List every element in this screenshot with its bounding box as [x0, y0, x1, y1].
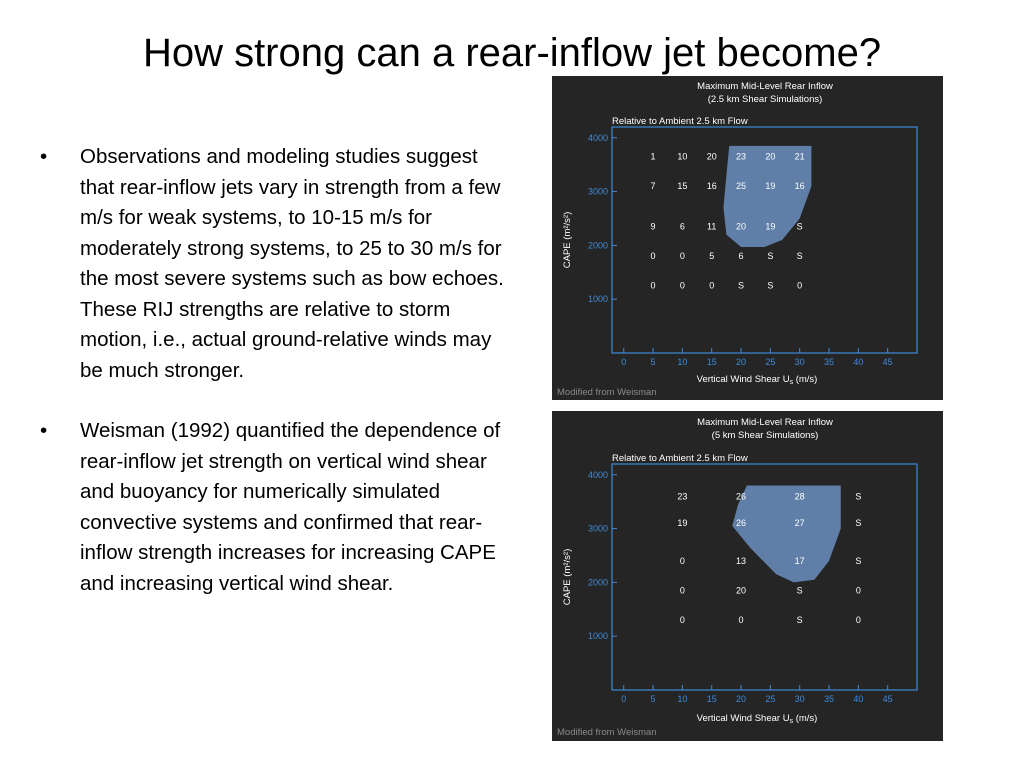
x-axis-label-subscript: s	[789, 718, 794, 725]
slide-title: How strong can a rear-inflow jet become?	[142, 31, 882, 75]
data-value-label: 23	[736, 151, 747, 162]
y-tick-group	[588, 470, 617, 641]
data-value-label: 0	[738, 615, 744, 626]
x-tick-label: 30	[794, 357, 805, 367]
data-value-label: 13	[736, 555, 747, 566]
data-value-label: 20	[736, 221, 747, 232]
data-value-label: S	[855, 491, 862, 502]
y-tick-label: 1000	[587, 294, 608, 305]
bullet-item	[40, 142, 510, 386]
chart-title: Maximum Mid-Level Rear Inflow	[697, 81, 833, 92]
data-value-label: 1	[650, 151, 656, 162]
data-value-label: 0	[855, 615, 861, 626]
y-tick-label: 1000	[587, 631, 608, 642]
data-value-label: 28	[794, 491, 805, 502]
bullet-text: Observations and modeling studies suggest that rear-inflow jets vary in strength from a few m/s for weak systems, to 10-15 m/s for moderately strong systems, to 25 to 30 m/s for the most severe systems such as bow echoes. These RIJ strengths are relative to storm motion, i.e., actual ground-relative winds may be much stronger.	[80, 145, 504, 382]
data-value-label: 17	[794, 555, 805, 566]
bullet-list	[40, 142, 510, 629]
data-value-label: 0	[650, 251, 656, 262]
x-axis-label-main: Vertical Wind Shear U	[696, 713, 790, 724]
chart-subtitle: (5 km Shear Simulations)	[711, 430, 819, 441]
x-tick-label: 45	[882, 357, 893, 367]
y-tick-label: 2000	[587, 240, 608, 251]
data-value-label: S	[767, 251, 774, 262]
x-tick-label: 15	[706, 694, 717, 704]
x-tick-label: 40	[853, 694, 864, 704]
data-value-label: S	[855, 518, 862, 529]
x-axis-label	[697, 713, 818, 725]
highlight-region	[732, 486, 841, 583]
data-value-label: 5	[709, 251, 715, 262]
data-value-label: 0	[855, 585, 861, 596]
data-value-label: 0	[679, 280, 685, 291]
x-tick-label: 0	[621, 694, 627, 704]
x-tick-label: 45	[882, 694, 893, 704]
data-value-label: S	[796, 615, 803, 626]
data-value-label: 9	[650, 221, 656, 232]
x-tick-label: 5	[650, 357, 656, 367]
data-value-label: S	[767, 280, 774, 291]
data-value-label: 6	[738, 251, 744, 262]
data-value-label: 15	[677, 181, 688, 192]
credit-text: Modified from Weisman	[557, 727, 657, 738]
x-axis-label-units: (m/s)	[793, 374, 818, 385]
data-value-label: 26	[736, 491, 747, 502]
chart-svg-5km	[552, 411, 943, 741]
chart-title: Maximum Mid-Level Rear Inflow	[697, 417, 833, 428]
data-value-label: 0	[679, 615, 685, 626]
data-value-label: 16	[794, 181, 805, 192]
x-tick-label: 25	[765, 694, 776, 704]
y-tick-label: 2000	[587, 577, 608, 588]
x-tick-label: 25	[765, 357, 776, 367]
y-tick-group	[588, 133, 617, 304]
credit-text: Modified from Weisman	[557, 387, 657, 398]
data-value-label: 27	[794, 518, 805, 529]
chart-caption: Relative to Ambient 2.5 km Flow	[612, 116, 748, 127]
data-value-label: 26	[736, 518, 747, 529]
chart-panel-2-5km	[552, 76, 943, 400]
data-value-label: S	[796, 251, 803, 262]
y-tick-label: 3000	[587, 523, 608, 534]
y-tick-label: 4000	[587, 469, 608, 480]
data-value-label: 0	[797, 280, 803, 291]
bullet-text: Weisman (1992) quantified the dependence of rear-inflow jet strength on vertical wind shear and buoyancy for numerically simulated convective systems and confirmed that rear-inflow strength increases for increasing CAPE and increasing vertical wind shear.	[80, 419, 501, 595]
data-value-label: 0	[679, 555, 685, 566]
data-value-label: 0	[679, 251, 685, 262]
x-tick-group	[621, 348, 892, 367]
x-tick-label: 10	[677, 357, 688, 367]
data-value-label: 0	[709, 280, 715, 291]
data-value-label: 0	[679, 585, 685, 596]
data-value-label: 25	[736, 181, 747, 192]
bullet-item	[40, 416, 510, 599]
x-axis-label-main: Vertical Wind Shear U	[696, 374, 790, 385]
data-value-label: 21	[794, 151, 805, 162]
x-axis-label	[697, 374, 818, 386]
data-value-label: 23	[677, 491, 688, 502]
x-tick-label: 30	[794, 694, 805, 704]
data-value-label: 19	[677, 518, 688, 529]
data-value-label: S	[796, 221, 803, 232]
y-tick-label: 4000	[587, 132, 608, 143]
data-value-label: 19	[765, 181, 776, 192]
x-axis-label-units: (m/s)	[793, 713, 818, 724]
x-tick-label: 15	[706, 357, 717, 367]
x-tick-label: 10	[677, 694, 688, 704]
data-value-label: 19	[765, 221, 776, 232]
data-value-label: 20	[706, 151, 717, 162]
data-value-label: 10	[677, 151, 688, 162]
x-tick-group	[621, 685, 892, 704]
x-tick-label: 5	[650, 694, 656, 704]
data-value-label: S	[855, 555, 862, 566]
x-tick-label: 20	[736, 694, 747, 704]
x-tick-label: 35	[824, 694, 835, 704]
chart-svg-2-5km	[552, 76, 943, 400]
bullet-dot: •	[40, 145, 48, 168]
bullet-dot: •	[40, 419, 48, 442]
y-axis-label: CAPE (m²/s²)	[562, 211, 573, 269]
data-value-label: 16	[706, 181, 717, 192]
data-value-label: 7	[650, 181, 656, 192]
x-tick-label: 40	[853, 357, 864, 367]
x-tick-label: 20	[736, 357, 747, 367]
data-value-label: 20	[736, 585, 747, 596]
chart-caption: Relative to Ambient 2.5 km Flow	[612, 453, 748, 464]
data-value-label: S	[796, 585, 803, 596]
data-value-label: 0	[650, 280, 656, 291]
region-group	[732, 486, 841, 583]
x-tick-label: 35	[824, 357, 835, 367]
chart-panel-5km	[552, 411, 943, 741]
data-value-label: 6	[679, 221, 685, 232]
data-value-label: S	[738, 280, 745, 291]
y-tick-label: 3000	[587, 186, 608, 197]
data-value-label: 20	[765, 151, 776, 162]
chart-subtitle: (2.5 km Shear Simulations)	[707, 94, 823, 105]
data-value-label: 11	[707, 221, 717, 232]
x-axis-label-subscript: s	[789, 379, 794, 386]
y-axis-label: CAPE (m²/s²)	[562, 548, 573, 606]
x-tick-label: 0	[621, 357, 627, 367]
